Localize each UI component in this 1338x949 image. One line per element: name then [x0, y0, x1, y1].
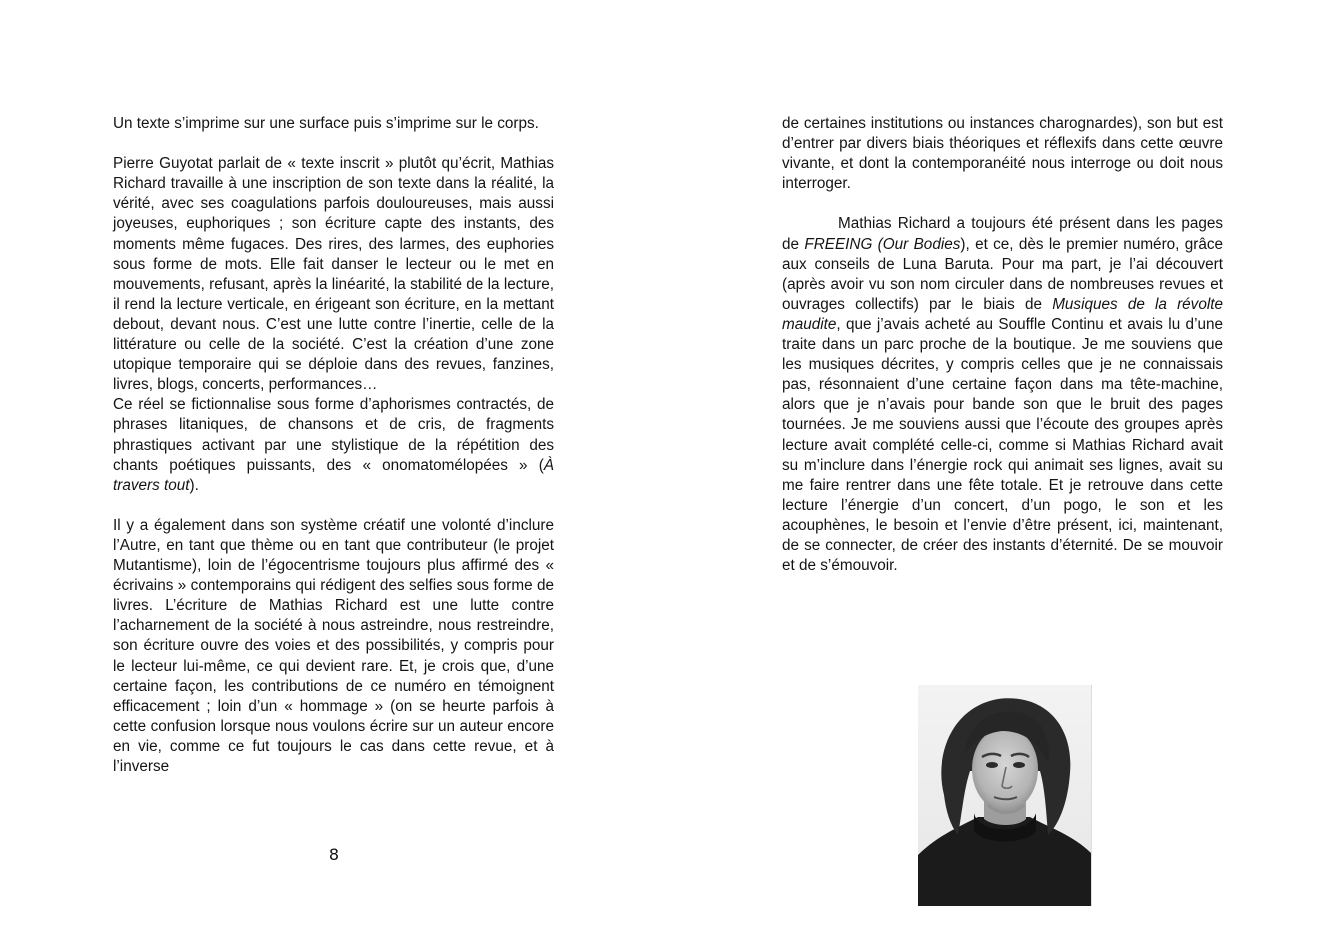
paragraph-3: [113, 395, 554, 495]
left-text-column: [113, 114, 554, 777]
book-title-a-travers-tout: À travers tout: [113, 456, 554, 494]
journal-title-freeing: FREEING (Our Bodies: [804, 235, 961, 253]
paragraph-6-middle: ), et ce, dès le premier numéro, grâce aux conseils de Luna Baruta. Pour ma part, je l’ai découvert (après avoir vu son nom circuler dans de nombreuses revues et ouvrages collectifs) par le biais de: [782, 235, 1224, 313]
paragraph-1: Un texte s’imprime sur une surface puis s’imprime sur le corps.: [113, 115, 539, 132]
paragraph-6-start: Mathias Richard a toujours été présent dans les pages de: [782, 215, 1223, 253]
paragraph-6: [782, 214, 1223, 576]
page-number: 8: [328, 845, 340, 864]
author-portrait-photo: [918, 685, 1092, 906]
right-text-column: [782, 114, 1223, 576]
paragraph-3-end: ).: [189, 476, 199, 494]
paragraph-3-text: Ce réel se fictionnalise sous forme d’aphorismes contractés, de phrases litaniques, de chansons et de cris, de fragments phrastiques activant par une stylistique de la répétition des chants poétiques puissants, des « onomatomélopées » (: [113, 396, 554, 474]
paragraph-4: Il y a également dans son système créatif une volonté d’inclure l’Autre, en tant que thème ou en tant que contributeur (le projet Mutantisme), loin de l’égocentrisme toujours plus affirmé des « écrivains » contemporains qui rédigent des selfies sous forme de livres. L’écriture de Mathias Richard est une lutte contre l’acharnement de la société à nous astreindre, nous restreindre, son écriture ouvre des voies et des possibilités, y compris pour le lecteur lui-même, ce qui devient rare. Et, je crois que, d’une certaine façon, les contributions de ce numéro en témoignent efficacement ; loin d’un « hommage » (on se heurte parfois à cette confusion lorsque nous voulons écrire sur un auteur encore en vie, comme ce fut toujours le cas dans cette revue, et à l’inverse: [113, 516, 554, 775]
paragraph-6-end: , que j’avais acheté au Souffle Continu et avais lu d’une traite dans un parc proche de la boutique. Je me souviens que les musiques décrites, y compris celles que je ne connaissais pas, résonnaient d’une certaine façon dans ma tête-machine, alors que je n’avais pour bande son que le bruit des pages tournées. Je me souviens aussi que l’écoute des groupes après lecture avait complété celle-ci, comme si Mathias Richard avait su m’inclure dans l’énergie rock qui animait ses lignes, avait su me faire rentrer dans une fête totale. Et je retrouve dans cette lecture l’énergie d’un concert, d’un pogo, le son et les acouphènes, le besoin et l’envie d’être présent, ici, maintenant, de se connecter, de créer des instants d’éternité. De se mouvoir et de s’émouvoir.: [782, 315, 1223, 575]
book-title-musiques: Musiques de la révolte maudite: [782, 295, 1223, 333]
paragraph-2: Pierre Guyotat parlait de « texte inscrit » plutôt qu’écrit, Mathias Richard travaille à une inscription de son texte dans la réalité, la vérité, avec ses coagulations parfois douloureuses, mais aussi joyeuses, euphoriques ; son écriture capte des instants, des moments même fugaces. Des rires, des larmes, des euphories sous forme de mots. Elle fait danser le lecteur ou le met en mouvements, refusant, après la linéarité, la stabilité de la lecture, il rend la lecture verticale, en érigeant son écriture, en la mettant debout, devant nous. C’est une lutte contre l’inertie, celle de la littérature ou celle de la société. C’est la création d’une zone utopique temporaire qui se déploie dans des revues, fanzines, livres, blogs, concerts, performances…: [113, 155, 554, 394]
portrait-illustration: [918, 685, 1091, 906]
paragraph-5: de certaines institutions ou instances charognardes), son but est d’entrer par divers biais théoriques et réflexifs dans cette œuvre vivante, et dont la contemporanéité nous interroge ou doit nous interroger.: [782, 115, 1223, 193]
